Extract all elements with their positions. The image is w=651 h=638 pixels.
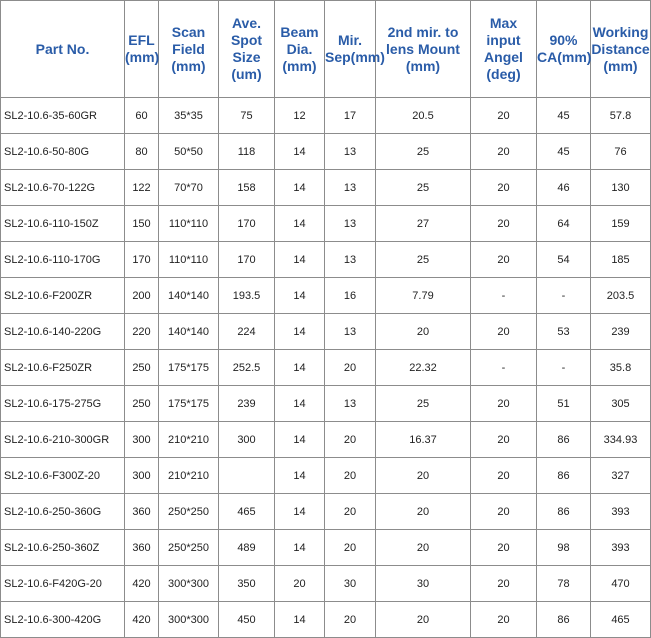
cell-part-no: SL2-10.6-F420G-20 bbox=[1, 566, 125, 602]
cell-90-ca: 86 bbox=[537, 602, 591, 638]
cell-efl: 250 bbox=[125, 386, 159, 422]
table-row bbox=[1, 314, 651, 350]
cell-max-input-angel: 20 bbox=[471, 422, 537, 458]
header-line: Angel bbox=[484, 49, 523, 65]
cell-mir-sep: 13 bbox=[325, 134, 376, 170]
cell-beam-dia: 14 bbox=[275, 350, 325, 386]
cell-beam-dia: 12 bbox=[275, 98, 325, 134]
cell-efl: 420 bbox=[125, 602, 159, 638]
cell-part-no: SL2-10.6-110-170G bbox=[1, 242, 125, 278]
cell-mir-sep: 13 bbox=[325, 170, 376, 206]
cell-ave-spot-size: 193.5 bbox=[219, 278, 275, 314]
cell-working-distance: 327 bbox=[591, 458, 651, 494]
cell-max-input-angel: - bbox=[471, 278, 537, 314]
cell-max-input-angel: 20 bbox=[471, 494, 537, 530]
cell-efl: 250 bbox=[125, 350, 159, 386]
table-row bbox=[1, 98, 651, 134]
cell-scan-field: 175*175 bbox=[159, 350, 219, 386]
cell-max-input-angel: 20 bbox=[471, 206, 537, 242]
cell-90-ca: 98 bbox=[537, 530, 591, 566]
cell-2nd-mir-to-lens-mount: 25 bbox=[376, 386, 471, 422]
header-line: (mm) bbox=[125, 49, 160, 65]
table-body bbox=[1, 98, 651, 638]
cell-2nd-mir-to-lens-mount: 27 bbox=[376, 206, 471, 242]
header-line: (mm) bbox=[282, 57, 317, 74]
header-line: Working bbox=[592, 23, 649, 40]
header-ave-spot-size bbox=[219, 1, 275, 98]
cell-efl: 300 bbox=[125, 422, 159, 458]
cell-working-distance: 203.5 bbox=[591, 278, 651, 314]
cell-ave-spot-size: 158 bbox=[219, 170, 275, 206]
cell-mir-sep: 20 bbox=[325, 422, 376, 458]
cell-ave-spot-size: 450 bbox=[219, 602, 275, 638]
cell-ave-spot-size: 300 bbox=[219, 422, 275, 458]
cell-90-ca: 51 bbox=[537, 386, 591, 422]
cell-max-input-angel: 20 bbox=[471, 170, 537, 206]
header-line: Size bbox=[232, 49, 261, 65]
cell-2nd-mir-to-lens-mount: 20 bbox=[376, 314, 471, 350]
header-90-ca bbox=[537, 1, 591, 98]
header-line: (mm) bbox=[405, 57, 441, 74]
cell-2nd-mir-to-lens-mount: 30 bbox=[376, 566, 471, 602]
cell-90-ca: 64 bbox=[537, 206, 591, 242]
header-line: lens Mount bbox=[386, 40, 460, 57]
cell-efl: 170 bbox=[125, 242, 159, 278]
table-header bbox=[1, 1, 651, 98]
cell-scan-field: 140*140 bbox=[159, 314, 219, 350]
cell-part-no: SL2-10.6-300-420G bbox=[1, 602, 125, 638]
table-row bbox=[1, 422, 651, 458]
cell-part-no: SL2-10.6-F200ZR bbox=[1, 278, 125, 314]
cell-ave-spot-size: 252.5 bbox=[219, 350, 275, 386]
header-line: Sep(mm) bbox=[325, 49, 385, 65]
cell-scan-field: 250*250 bbox=[159, 530, 219, 566]
cell-working-distance: 159 bbox=[591, 206, 651, 242]
header-line: Spot bbox=[230, 32, 263, 48]
cell-efl: 420 bbox=[125, 566, 159, 602]
header-line: Ave. bbox=[231, 15, 262, 31]
header-mir-sep bbox=[325, 1, 385, 98]
cell-ave-spot-size: 224 bbox=[219, 314, 275, 350]
cell-90-ca: 86 bbox=[537, 458, 591, 494]
cell-max-input-angel: 20 bbox=[471, 566, 537, 602]
cell-max-input-angel: - bbox=[471, 350, 537, 386]
cell-beam-dia: 14 bbox=[275, 530, 325, 566]
cell-mir-sep: 13 bbox=[325, 206, 376, 242]
cell-scan-field: 50*50 bbox=[159, 134, 219, 170]
cell-scan-field: 250*250 bbox=[159, 494, 219, 530]
cell-ave-spot-size: 170 bbox=[219, 242, 275, 278]
table-row bbox=[1, 170, 651, 206]
cell-part-no: SL2-10.6-F250ZR bbox=[1, 350, 125, 386]
cell-ave-spot-size: 170 bbox=[219, 206, 275, 242]
cell-working-distance: 76 bbox=[591, 134, 651, 170]
cell-beam-dia: 14 bbox=[275, 422, 325, 458]
cell-part-no: SL2-10.6-175-275G bbox=[1, 386, 125, 422]
cell-mir-sep: 13 bbox=[325, 314, 376, 350]
cell-working-distance: 334.93 bbox=[591, 422, 651, 458]
cell-scan-field: 210*210 bbox=[159, 422, 219, 458]
cell-mir-sep: 17 bbox=[325, 98, 376, 134]
cell-2nd-mir-to-lens-mount: 20 bbox=[376, 602, 471, 638]
cell-2nd-mir-to-lens-mount: 16.37 bbox=[376, 422, 471, 458]
header-line: Scan bbox=[171, 23, 206, 40]
cell-scan-field: 300*300 bbox=[159, 566, 219, 602]
cell-beam-dia: 14 bbox=[275, 386, 325, 422]
table-row bbox=[1, 386, 651, 422]
cell-max-input-angel: 20 bbox=[471, 386, 537, 422]
cell-part-no: SL2-10.6-F300Z-20 bbox=[1, 458, 125, 494]
cell-efl: 122 bbox=[125, 170, 159, 206]
header-part-no bbox=[1, 1, 125, 98]
cell-beam-dia: 14 bbox=[275, 458, 325, 494]
table-row bbox=[1, 206, 651, 242]
cell-efl: 200 bbox=[125, 278, 159, 314]
cell-beam-dia: 14 bbox=[275, 206, 325, 242]
cell-working-distance: 130 bbox=[591, 170, 651, 206]
cell-working-distance: 185 bbox=[591, 242, 651, 278]
cell-mir-sep: 20 bbox=[325, 350, 376, 386]
cell-part-no: SL2-10.6-250-360Z bbox=[1, 530, 125, 566]
cell-efl: 220 bbox=[125, 314, 159, 350]
cell-mir-sep: 13 bbox=[325, 386, 376, 422]
header-line: Mir. bbox=[337, 32, 363, 48]
cell-efl: 300 bbox=[125, 458, 159, 494]
header-2nd-mir-to-lens-mount bbox=[376, 1, 471, 98]
header-line: (mm) bbox=[603, 57, 638, 74]
cell-ave-spot-size: 350 bbox=[219, 566, 275, 602]
header-scan-field bbox=[159, 1, 219, 98]
header-line: Part No. bbox=[35, 40, 90, 57]
cell-max-input-angel: 20 bbox=[471, 314, 537, 350]
cell-max-input-angel: 20 bbox=[471, 530, 537, 566]
cell-2nd-mir-to-lens-mount: 20 bbox=[376, 494, 471, 530]
cell-part-no: SL2-10.6-70-122G bbox=[1, 170, 125, 206]
cell-efl: 360 bbox=[125, 530, 159, 566]
cell-ave-spot-size: 239 bbox=[219, 386, 275, 422]
cell-working-distance: 393 bbox=[591, 530, 651, 566]
cell-90-ca: 86 bbox=[537, 494, 591, 530]
table-row bbox=[1, 134, 651, 170]
cell-2nd-mir-to-lens-mount: 20.5 bbox=[376, 98, 471, 134]
cell-mir-sep: 13 bbox=[325, 242, 376, 278]
cell-90-ca: 54 bbox=[537, 242, 591, 278]
header-row bbox=[1, 1, 651, 98]
cell-mir-sep: 16 bbox=[325, 278, 376, 314]
cell-90-ca: 46 bbox=[537, 170, 591, 206]
cell-max-input-angel: 20 bbox=[471, 134, 537, 170]
header-line: input bbox=[486, 32, 521, 48]
cell-mir-sep: 20 bbox=[325, 602, 376, 638]
header-line: 2nd mir. to bbox=[387, 23, 459, 40]
cell-max-input-angel: 20 bbox=[471, 242, 537, 278]
cell-beam-dia: 20 bbox=[275, 566, 325, 602]
cell-working-distance: 470 bbox=[591, 566, 651, 602]
cell-mir-sep: 20 bbox=[325, 458, 376, 494]
cell-mir-sep: 20 bbox=[325, 530, 376, 566]
cell-2nd-mir-to-lens-mount: 7.79 bbox=[376, 278, 471, 314]
cell-90-ca: 45 bbox=[537, 98, 591, 134]
header-line: Max bbox=[489, 15, 518, 31]
cell-90-ca: - bbox=[537, 350, 591, 386]
cell-efl: 60 bbox=[125, 98, 159, 134]
table-row bbox=[1, 458, 651, 494]
cell-90-ca: 53 bbox=[537, 314, 591, 350]
cell-efl: 150 bbox=[125, 206, 159, 242]
header-line: (um) bbox=[231, 66, 262, 82]
header-line: Dia. bbox=[286, 40, 313, 57]
cell-ave-spot-size: 118 bbox=[219, 134, 275, 170]
cell-efl: 80 bbox=[125, 134, 159, 170]
cell-90-ca: 86 bbox=[537, 422, 591, 458]
cell-max-input-angel: 20 bbox=[471, 458, 537, 494]
cell-part-no: SL2-10.6-250-360G bbox=[1, 494, 125, 530]
cell-scan-field: 110*110 bbox=[159, 242, 219, 278]
cell-ave-spot-size: 465 bbox=[219, 494, 275, 530]
cell-beam-dia: 14 bbox=[275, 494, 325, 530]
cell-working-distance: 239 bbox=[591, 314, 651, 350]
cell-90-ca: 45 bbox=[537, 134, 591, 170]
header-line: Beam bbox=[280, 23, 319, 40]
table-row bbox=[1, 494, 651, 530]
header-efl bbox=[125, 1, 159, 98]
header-line: CA(mm) bbox=[537, 49, 592, 65]
cell-2nd-mir-to-lens-mount: 25 bbox=[376, 134, 471, 170]
table-row bbox=[1, 278, 651, 314]
header-working-distance bbox=[591, 1, 651, 98]
cell-ave-spot-size: 75 bbox=[219, 98, 275, 134]
cell-scan-field: 110*110 bbox=[159, 206, 219, 242]
table-row bbox=[1, 350, 651, 386]
cell-beam-dia: 14 bbox=[275, 278, 325, 314]
cell-2nd-mir-to-lens-mount: 25 bbox=[376, 242, 471, 278]
cell-mir-sep: 30 bbox=[325, 566, 376, 602]
header-beam-dia bbox=[275, 1, 325, 98]
cell-max-input-angel: 20 bbox=[471, 98, 537, 134]
cell-2nd-mir-to-lens-mount: 20 bbox=[376, 458, 471, 494]
header-line: (mm) bbox=[171, 57, 206, 74]
header-line: Field bbox=[172, 40, 205, 57]
table-row bbox=[1, 566, 651, 602]
cell-scan-field: 175*175 bbox=[159, 386, 219, 422]
cell-2nd-mir-to-lens-mount: 25 bbox=[376, 170, 471, 206]
cell-part-no: SL2-10.6-140-220G bbox=[1, 314, 125, 350]
cell-working-distance: 393 bbox=[591, 494, 651, 530]
cell-ave-spot-size bbox=[219, 458, 275, 494]
header-line: (deg) bbox=[486, 66, 521, 82]
cell-part-no: SL2-10.6-210-300GR bbox=[1, 422, 125, 458]
cell-working-distance: 465 bbox=[591, 602, 651, 638]
cell-part-no: SL2-10.6-35-60GR bbox=[1, 98, 125, 134]
cell-efl: 360 bbox=[125, 494, 159, 530]
cell-beam-dia: 14 bbox=[275, 134, 325, 170]
cell-scan-field: 140*140 bbox=[159, 278, 219, 314]
table-row bbox=[1, 242, 651, 278]
cell-part-no: SL2-10.6-50-80G bbox=[1, 134, 125, 170]
table-row bbox=[1, 530, 651, 566]
cell-90-ca: - bbox=[537, 278, 591, 314]
cell-beam-dia: 14 bbox=[275, 242, 325, 278]
cell-mir-sep: 20 bbox=[325, 494, 376, 530]
header-line: 90% bbox=[549, 32, 578, 48]
header-line: Distance bbox=[591, 40, 650, 57]
cell-working-distance: 305 bbox=[591, 386, 651, 422]
cell-beam-dia: 14 bbox=[275, 602, 325, 638]
cell-scan-field: 35*35 bbox=[159, 98, 219, 134]
cell-beam-dia: 14 bbox=[275, 314, 325, 350]
cell-part-no: SL2-10.6-110-150Z bbox=[1, 206, 125, 242]
cell-2nd-mir-to-lens-mount: 20 bbox=[376, 530, 471, 566]
table-row bbox=[1, 602, 651, 638]
cell-ave-spot-size: 489 bbox=[219, 530, 275, 566]
cell-90-ca: 78 bbox=[537, 566, 591, 602]
cell-beam-dia: 14 bbox=[275, 170, 325, 206]
cell-scan-field: 300*300 bbox=[159, 602, 219, 638]
header-line: EFL bbox=[128, 32, 155, 48]
cell-max-input-angel: 20 bbox=[471, 602, 537, 638]
header-max-input-angel bbox=[471, 1, 537, 98]
cell-scan-field: 210*210 bbox=[159, 458, 219, 494]
cell-2nd-mir-to-lens-mount: 22.32 bbox=[376, 350, 471, 386]
cell-working-distance: 35.8 bbox=[591, 350, 651, 386]
cell-scan-field: 70*70 bbox=[159, 170, 219, 206]
cell-working-distance: 57.8 bbox=[591, 98, 651, 134]
